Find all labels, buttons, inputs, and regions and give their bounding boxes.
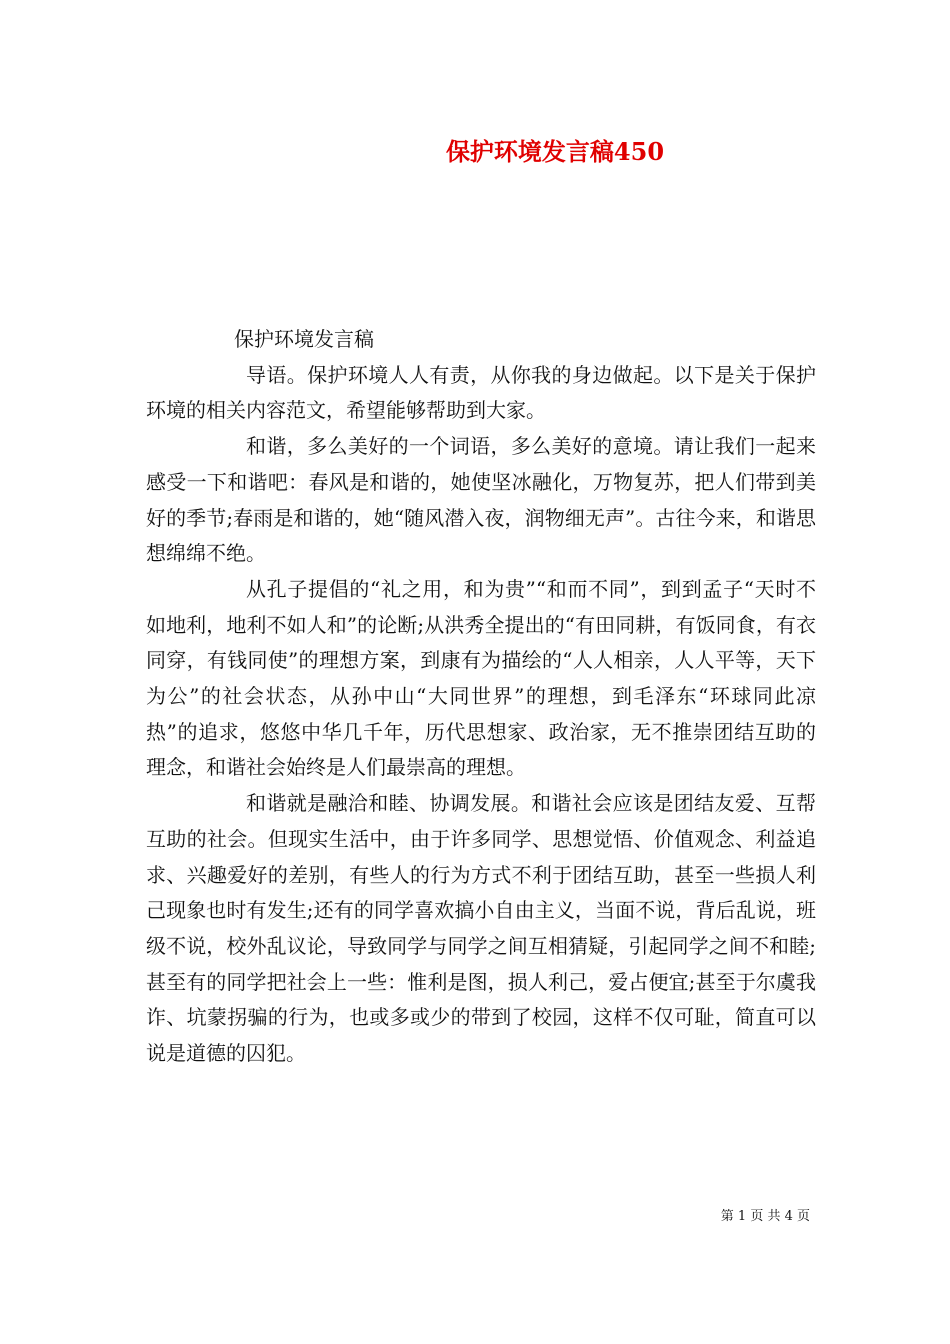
paragraph-reality: 和谐就是融洽和睦、协调发展。和谐社会应该是团结友爱、互帮互助的社会。但现实生活中，由于许多同学、思想觉悟、价值观念、利益追求、兴趣爱好的差别，有些人的行为方式不利于团结互助，甚至一些损人利己现象也时有发生;还有的同学喜欢搞小自由主义，当面不说，背后乱说，班级不说，校外乱议论，导致同学与同学之间互相猜疑，引起同学之间不和睦;甚至有的同学把社会上一些：惟利是图，损人利己，爱占便宜;甚至于尔虞我诈、坑蒙拐骗的行为，也或多或少的带到了校园，这样不仅可耻，简直可以说是道德的囚犯。 xyxy=(146,791,816,1066)
paragraph-history: 从孔子提倡的“礼之用，和为贵”“和而不同”，到到孟子“天时不如地利，地利不如人和”的论断;从洪秀全提出的“有田同耕，有饭同食，有衣同穿，有钱同使”的理想方案，到康有为描绘的“人人相亲，人人平等，天下为公”的社会状态，从孙中山“大同世界”的理想，到毛泽东“环球同此凉热”的追求，悠悠中华几千年，历代思想家、政治家，无不推崇团结互助的理念，和谐社会始终是人们最崇高的理想。 xyxy=(146,576,816,780)
document-subtitle: 保护环境发言稿 xyxy=(234,327,374,351)
paragraph-intro: 导语。保护环境人人有责，从你我的身边做起。以下是关于保护环境的相关内容范文，希望能够帮助到大家。 xyxy=(146,362,816,423)
page-title: 保护环境发言稿450 xyxy=(445,137,665,166)
page-number-footer: 第 1 页 共 4 页 xyxy=(720,1209,810,1224)
paragraph-harmony: 和谐，多么美好的一个词语，多么美好的意境。请让我们一起来感受一下和谐吧：春风是和谐的，她使坚冰融化，万物复苏，把人们带到美好的季节;春雨是和谐的，她“随风潜入夜，润物细无声”。古往今来，和谐思想绵绵不绝。 xyxy=(146,434,816,566)
document-body xyxy=(146,322,816,1072)
